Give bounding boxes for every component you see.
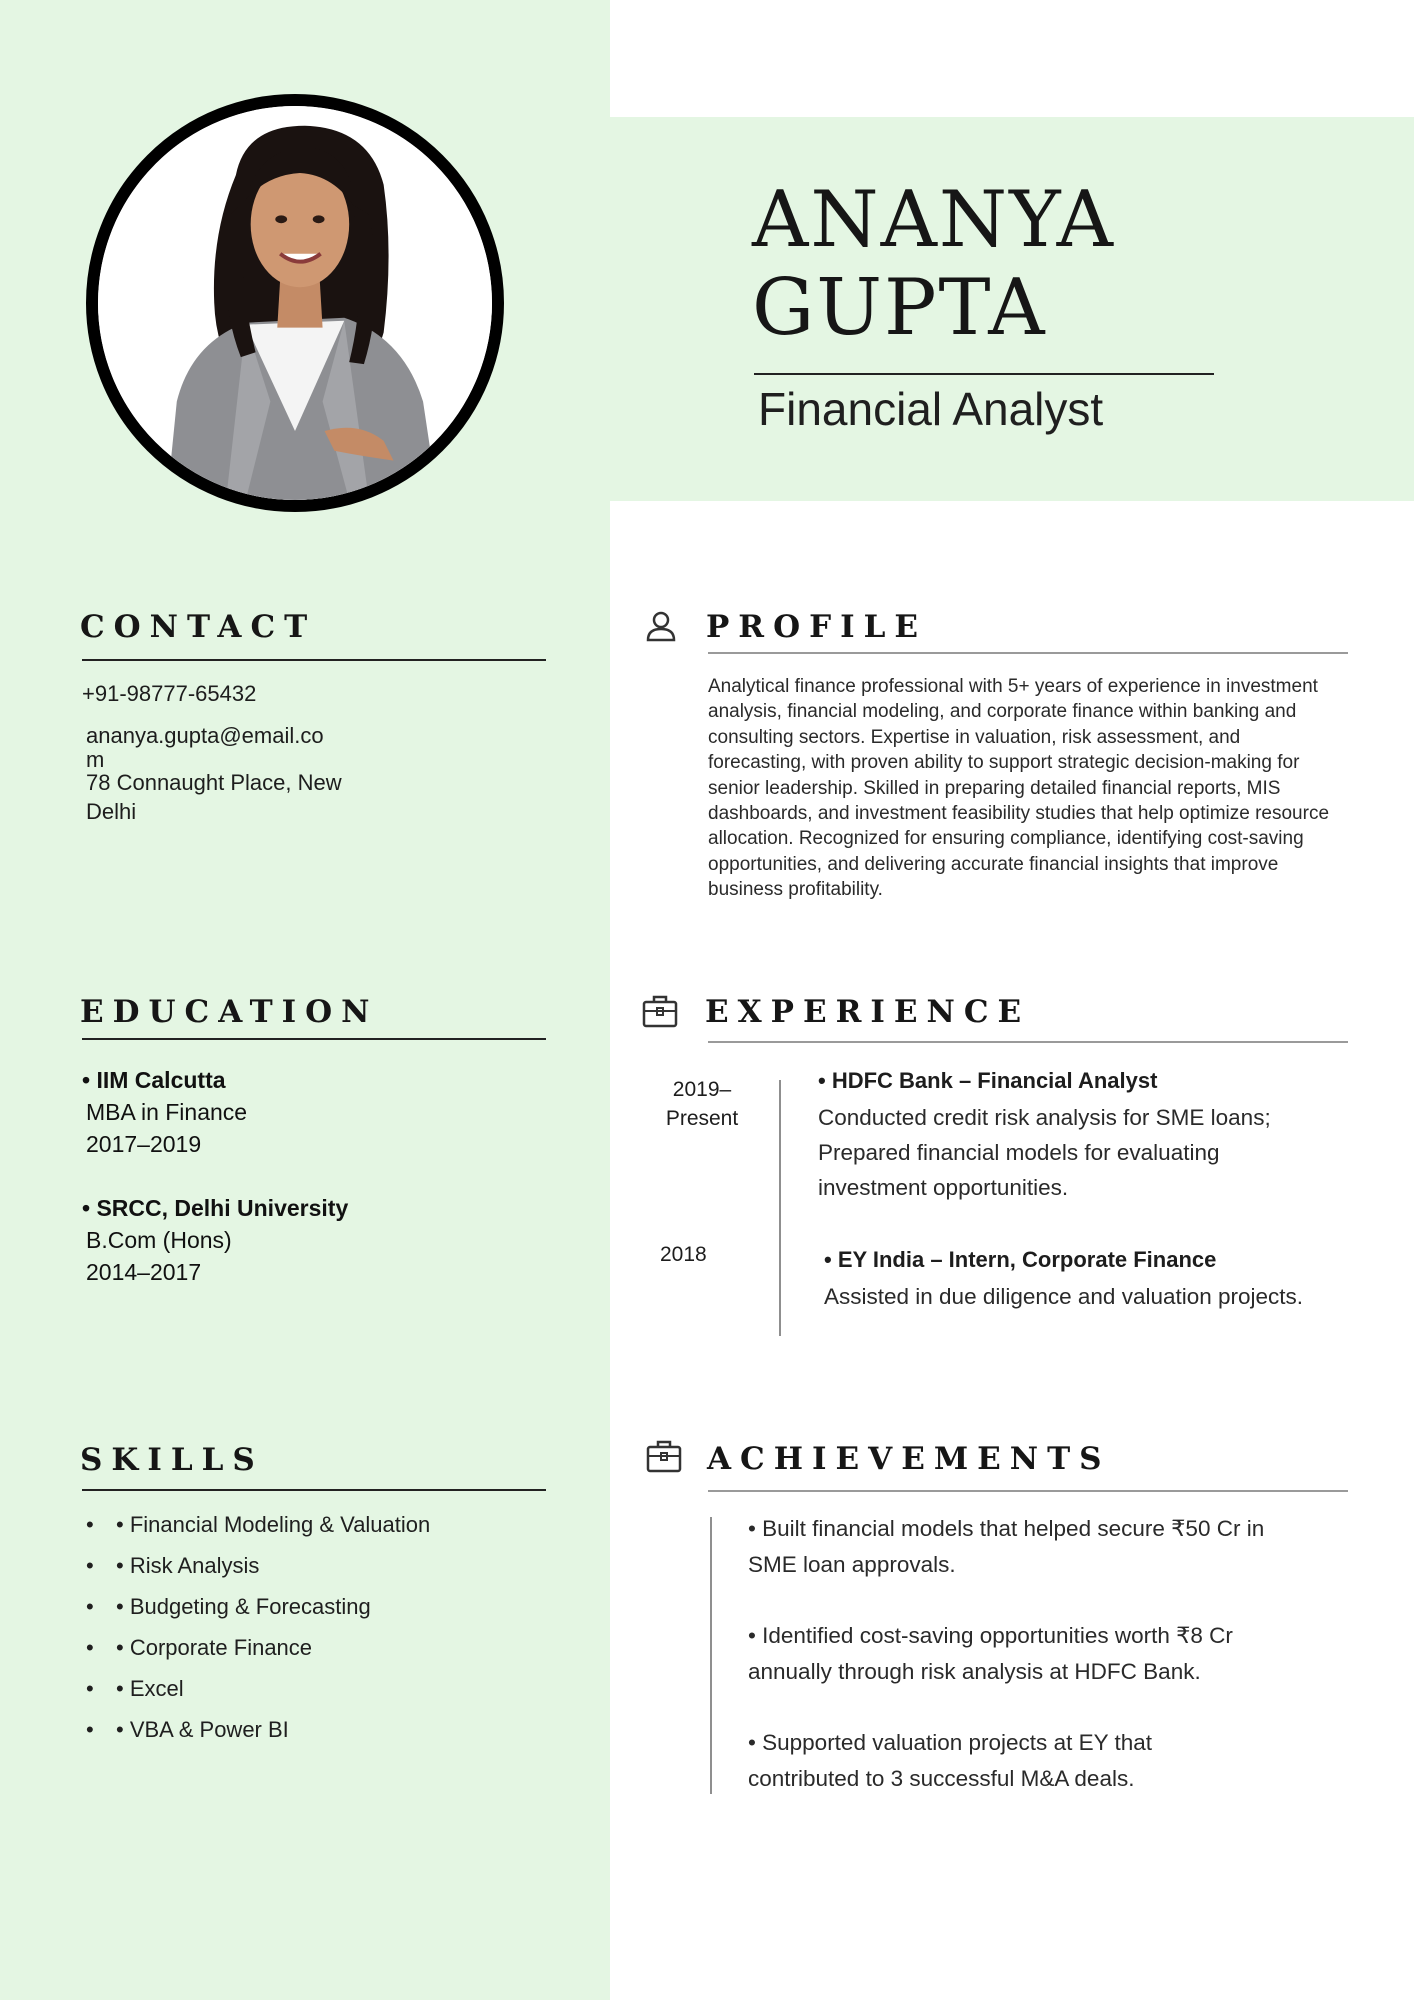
contact-email-line1: ananya.gupta@email.co [86, 723, 324, 748]
experience-date [652, 1075, 752, 1133]
experience-role: • EY India – Intern, Corporate Finance [824, 1247, 1217, 1272]
skill-item: • • VBA & Power BI [82, 1709, 442, 1750]
skill-item: • • Risk Analysis [82, 1545, 442, 1586]
contact-title: CONTACT [80, 609, 317, 645]
skills-list [82, 1504, 442, 1750]
contact-email-line2: m [86, 747, 105, 772]
skills-divider [82, 1489, 546, 1491]
experience-date-end: Present [665, 1107, 739, 1130]
education-years: 2017–2019 [86, 1131, 202, 1157]
education-school: • SRCC, Delhi University [82, 1195, 349, 1221]
education-degree: B.Com (Hons) [86, 1227, 232, 1253]
name-divider [754, 373, 1214, 375]
education-years: 2014–2017 [86, 1259, 202, 1285]
skill-item: • • Budgeting & Forecasting [82, 1586, 442, 1627]
profile-photo [86, 94, 504, 512]
education-school: • IIM Calcutta [82, 1067, 226, 1093]
experience-divider [708, 1041, 1348, 1043]
profile-title: PROFILE [706, 609, 928, 645]
achievement-item: • Built financial models that helped secure ₹50 Cr in SME loan approvals. [748, 1516, 1265, 1577]
achievements-timeline-line [710, 1517, 712, 1794]
education-title: EDUCATION [80, 994, 379, 1030]
skill-item: • • Excel [82, 1668, 442, 1709]
achievements-title: ACHIEVEMENTS [707, 1441, 1111, 1477]
education-degree: MBA in Finance [86, 1099, 248, 1125]
profile-summary: Analytical finance professional with 5+ years of experience in investment analysis, financial modeling, and corporate finance within banking and consulting sectors. Expertise in valuation, risk assessment, and forecasting, with proven ability to support strategic decision-making for senior leadership. Skilled in preparing detailed financial reports, MIS dashboards, and investment feasibility studies that help optimize resource allocation. Recognized for ensuring compliance, identifying cost-saving opportunities, and delivering accurate financial insights that improve business profitability. [708, 676, 1330, 901]
achievement-item: • Supported valuation projects at EY that contributed to 3 successful M&A deals. [748, 1730, 1152, 1791]
contact-phone: +91-98777-65432 [82, 681, 257, 706]
last-name: GUPTA [752, 263, 1047, 353]
experience-role: • HDFC Bank – Financial Analyst [818, 1068, 1158, 1093]
achievement-item: • Identified cost-saving opportunities worth ₹8 Cr annually through risk analysis at HDFC Bank. [748, 1623, 1233, 1684]
profile-divider [708, 652, 1348, 654]
portrait-illustration [98, 106, 492, 500]
briefcase-icon [642, 993, 678, 1029]
candidate-name [752, 176, 1115, 352]
experience-date: 2018 [660, 1243, 707, 1266]
contact-address-line2: Delhi [86, 799, 137, 824]
achievements-divider [708, 1490, 1348, 1492]
experience-timeline-line [779, 1080, 781, 1336]
education-divider [82, 1038, 546, 1040]
education-entry [82, 1064, 247, 1160]
user-icon [645, 610, 677, 642]
experience-title: EXPERIENCE [705, 994, 1031, 1030]
experience-description: Assisted in due diligence and valuation projects. [824, 1284, 1304, 1309]
education-entry [82, 1192, 348, 1288]
skill-item: • • Financial Modeling & Valuation [82, 1504, 442, 1545]
skill-item: • • Corporate Finance [82, 1627, 442, 1668]
briefcase-icon [646, 1438, 682, 1474]
contact-address-line1: 78 Connaught Place, New [86, 770, 342, 795]
experience-description: Conducted credit risk analysis for SME loans; Prepared financial models for evaluating investment opportunities. [818, 1105, 1271, 1200]
contact-divider [82, 659, 546, 661]
first-name: ANANYA [752, 175, 1115, 265]
experience-date-start: 2019– [672, 1078, 732, 1101]
job-title: Financial Analyst [758, 383, 1104, 435]
skills-title: SKILLS [80, 1442, 264, 1478]
